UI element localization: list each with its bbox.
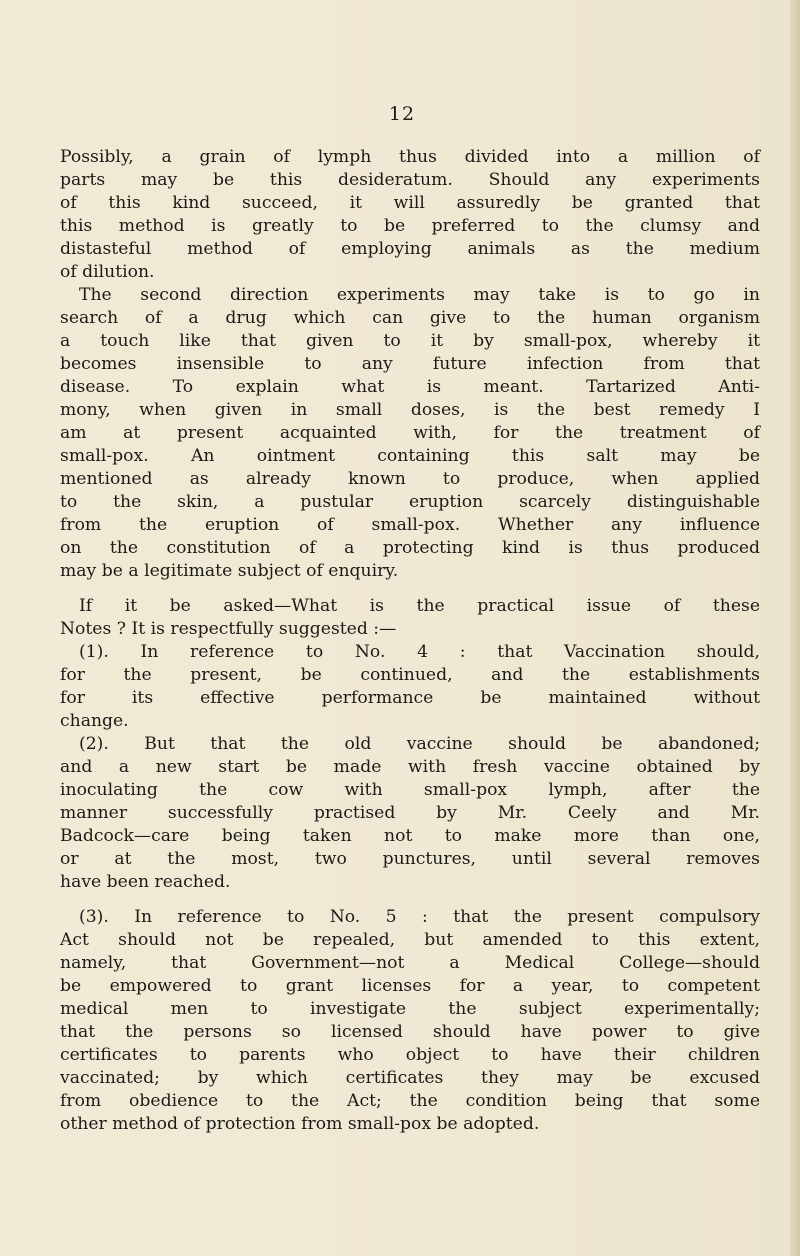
text-line: medical men to investigate the subject experimentally; [60, 999, 760, 1019]
text-line: this method is greatly to be preferred to the clumsy and [60, 216, 760, 236]
text-line: mony, when given in small doses, is the best remedy I [60, 400, 760, 420]
text-line: of dilution. [60, 262, 155, 282]
text-line: certificates to parents who object to have their children [60, 1045, 760, 1065]
text-line: may be a legitimate subject of enquiry. [60, 561, 399, 581]
text-line: inoculating the cow with small-pox lymph, after the [60, 780, 760, 800]
paragraph [60, 146, 760, 284]
body-text [60, 146, 760, 1136]
text-line: becomes insensible to any future infection from that [60, 354, 760, 374]
text-line: parts may be this desideratum. Should any experiments [60, 170, 760, 190]
text-line: of this kind succeed, it will assuredly be granted that [60, 193, 760, 213]
text-line: for its effective performance be maintained without [60, 688, 760, 708]
page-number: 12 [388, 103, 416, 125]
text-line: Notes ? It is respectfully suggested :— [60, 619, 397, 639]
paragraph [60, 906, 760, 1136]
page-edge [790, 0, 800, 1256]
text-line: disease. To explain what is meant. Tartarized Anti- [60, 377, 760, 397]
text-line: Badcock—care being taken not to make more than one, [60, 826, 760, 846]
text-line: vaccinated; by which certificates they may be excused [60, 1068, 760, 1088]
text-line: manner successfully practised by Mr. Ceely and Mr. [60, 803, 760, 823]
text-line: am at present acquainted with, for the treatment of [60, 423, 760, 443]
text-line: namely, that Government—not a Medical College—should [60, 953, 760, 973]
text-line: be empowered to grant licenses for a year, to competent [60, 976, 760, 996]
text-line: change. [60, 711, 129, 731]
text-line: a touch like that given to it by small-pox, whereby it [60, 331, 760, 351]
text-line: small-pox. An ointment containing this salt may be [60, 446, 760, 466]
text-line: from obedience to the Act; the condition being that some [60, 1091, 760, 1111]
text-line: other method of protection from small-pox be adopted. [60, 1114, 540, 1134]
text-line: that the persons so licensed should have power to give [60, 1022, 760, 1042]
text-line: from the eruption of small-pox. Whether any influence [60, 515, 760, 535]
text-line: Act should not be repealed, but amended to this extent, [60, 930, 760, 950]
paragraph [60, 595, 760, 641]
text-line: (1). In reference to No. 4 : that Vaccination should, [79, 642, 760, 662]
text-line: and a new start be made with fresh vaccine obtained by [60, 757, 760, 777]
paragraph [60, 284, 760, 583]
text-line: mentioned as already known to produce, when applied [60, 469, 760, 489]
text-line: for the present, be continued, and the establishments [60, 665, 760, 685]
text-line: to the skin, a pustular eruption scarcely distinguishable [60, 492, 760, 512]
text-line: Possibly, a grain of lymph thus divided into a million of [60, 147, 760, 167]
paragraph [60, 733, 760, 894]
text-line: (3). In reference to No. 5 : that the present compulsory [79, 907, 760, 927]
text-line: have been reached. [60, 872, 231, 892]
text-line: If it be asked—What is the practical issue of these [79, 596, 760, 616]
text-line: on the constitution of a protecting kind is thus produced [60, 538, 760, 558]
text-line: search of a drug which can give to the human organism [60, 308, 760, 328]
text-line: distasteful method of employing animals as the medium [60, 239, 760, 259]
text-line: or at the most, two punctures, until several removes [60, 849, 760, 869]
paragraph [60, 641, 760, 733]
text-line: (2). But that the old vaccine should be abandoned; [79, 734, 760, 754]
text-line: The second direction experiments may take is to go in [79, 285, 760, 305]
